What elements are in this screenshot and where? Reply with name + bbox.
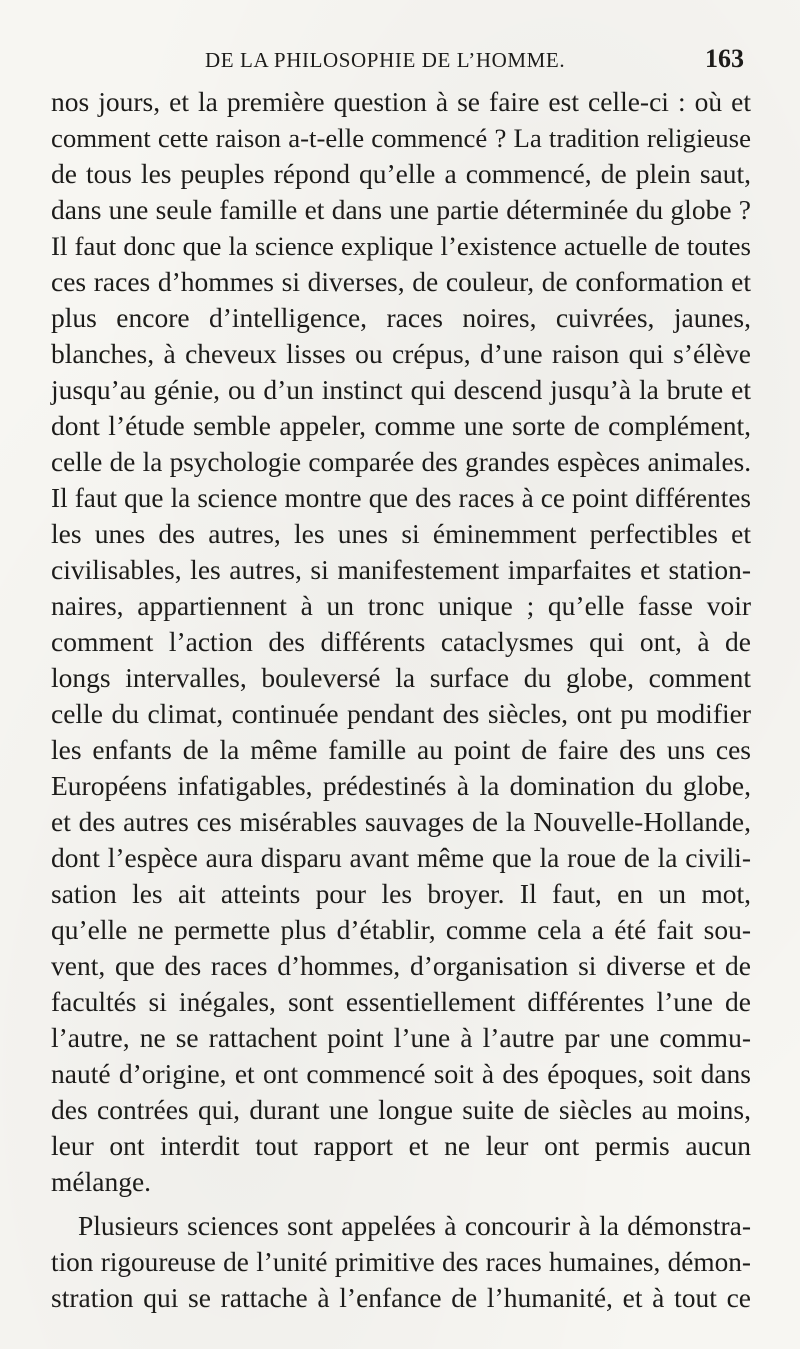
text-line: stration qui se rattache à l’enfance de l’humanité, et à tout ce — [51, 1282, 751, 1313]
text-line: nos jours, et la première question à se faire est celle-ci : où et — [51, 86, 751, 117]
text-line: celle de la psychologie comparée des grandes espèces animales. — [51, 447, 751, 477]
text-line: de tous les peuples répond qu’elle a commencé, de plein saut, — [51, 158, 751, 189]
text-line: naires, appartiennent à un tronc unique ; qu’elle fasse voir — [51, 590, 751, 621]
text-line: dans une seule famille et dans une partie déterminée du globe ? — [51, 194, 751, 225]
page-number: 163 — [705, 44, 744, 73]
text-line: nauté d’origine, et ont commencé soit à des époques, soit dans — [51, 1058, 751, 1089]
text-line: celle du climat, continuée pendant des siècles, ont pu modifier — [51, 698, 751, 729]
text-line: qu’elle ne permette plus d’établir, comme cela a été fait sou- — [51, 914, 751, 945]
text-line: jusqu’au génie, ou d’un instinct qui descend jusqu’à la brute et — [51, 374, 751, 405]
text-line: des contrées qui, durant une longue suite de siècles au moins, — [51, 1094, 751, 1125]
text-line: les enfants de la même famille au point de faire des uns ces — [51, 734, 751, 765]
text-line: civilisables, les autres, si manifestement imparfaites et station- — [51, 554, 751, 585]
text-line: ces races d’hommes si diverses, de couleur, de conformation et — [51, 266, 751, 297]
running-title: DE LA PHILOSOPHIE DE L’HOMME. — [205, 48, 566, 72]
text-line: dont l’étude semble appeler, comme une sorte de complément, — [51, 410, 751, 441]
paragraph-end-line: mélange. — [51, 1166, 152, 1197]
running-head — [0, 42, 800, 82]
text-line: l’autre, ne se rattachent point l’une à l’autre par une commu- — [51, 1022, 751, 1053]
text-line: comment l’action des différents cataclysmes qui ont, à de — [51, 626, 751, 657]
text-line: plus encore d’intelligence, races noires, cuivrées, jaunes, — [51, 302, 751, 333]
text-line: tion rigoureuse de l’unité primitive des races humaines, démon- — [51, 1247, 751, 1277]
text-line: comment cette raison a-t-elle commencé ? La tradition religieuse — [51, 123, 751, 153]
text-line: leur ont interdit tout rapport et ne leur ont permis aucun — [51, 1130, 751, 1161]
text-line: dont l’espèce aura disparu avant même que la roue de la civili- — [51, 842, 751, 873]
text-line: blanches, à cheveux lisses ou crépus, d’une raison qui s’élève — [51, 338, 751, 369]
text-line: longs intervalles, bouleversé la surface du globe, comment — [51, 662, 751, 693]
text-line: Il faut que la science montre que des races à ce point différentes — [51, 483, 751, 513]
text-line: sation les ait atteints pour les broyer. Il faut, en un mot, — [51, 878, 751, 909]
text-line: facultés si inégales, sont essentiellement différentes l’une de — [51, 986, 751, 1017]
text-line: Il faut donc que la science explique l’existence actuelle de toutes — [51, 231, 751, 261]
text-line: les unes des autres, les unes si éminemment perfectibles et — [51, 518, 751, 549]
text-line: et des autres ces misérables sauvages de la Nouvelle-Hollande, — [51, 806, 751, 837]
paragraph-start-line: Plusieurs sciences sont appelées à concourir à la démonstra- — [78, 1210, 751, 1241]
text-line: Européens infatigables, prédestinés à la domination du globe, — [51, 770, 751, 801]
text-line: vent, que des races d’hommes, d’organisation si diverse et de — [51, 950, 751, 981]
